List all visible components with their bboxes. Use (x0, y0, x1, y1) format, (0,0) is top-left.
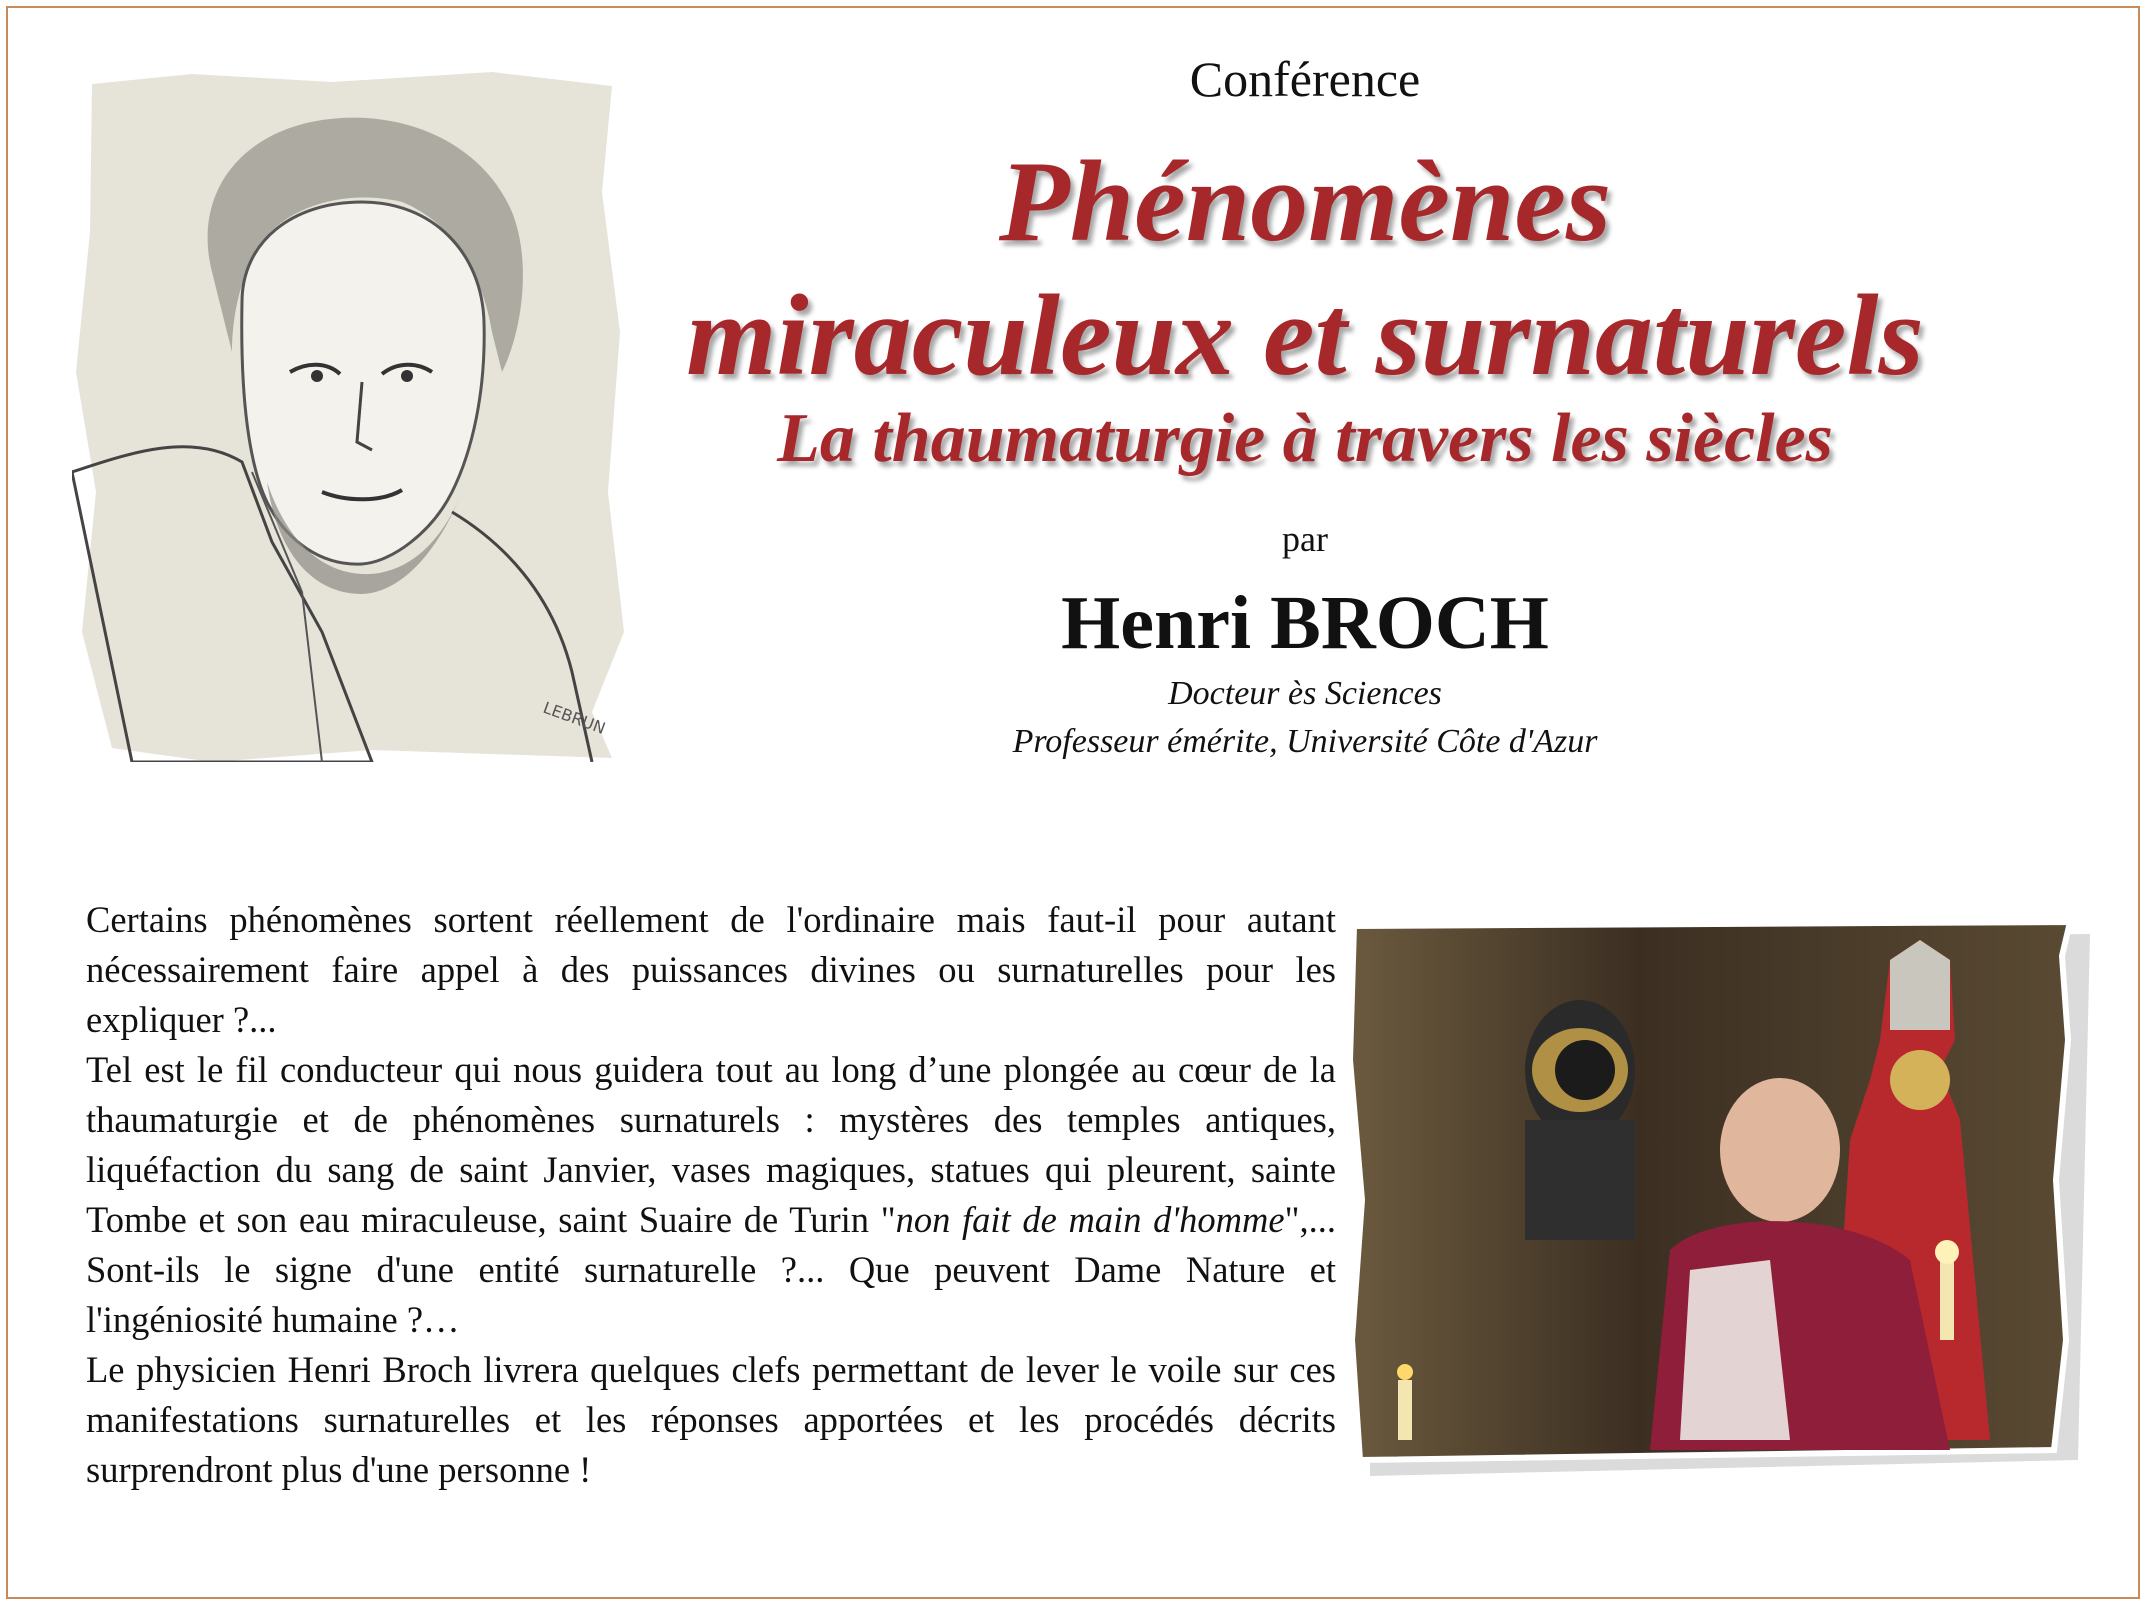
paragraph-2-start: Tel est le fil conducteur qui nous guidera tout au long d’une plongée au cœur de la thaumaturgie et de phénomènes surnaturels : mystères des temples antiques, liquéfaction du sang de saint Janvier, vases magiques, statues qui pleurent, sainte Tombe et son eau miraculeuse, saint Suaire de Turin " (86, 1049, 1336, 1240)
paragraph-2-end: ",... Sont-ils le signe d'une entité surnaturelle ?... Que peuvent Dame Nature et l'ingéniosité humaine ?… (86, 1199, 1336, 1340)
description (86, 895, 1336, 1495)
title-line-2: miraculeux et surnaturels (686, 272, 1924, 400)
speaker-name: Henri BROCH (1061, 581, 1549, 665)
paragraph-1: Certains phénomènes sortent réellement de l'ordinaire mais faut-il pour autant nécessairement faire appel à des puissances divines ou surnaturelles pour les expliquer ?... (86, 899, 1336, 1040)
title-line-1: Phénomènes (998, 138, 1612, 266)
speaker-degree: Docteur ès Sciences (1168, 675, 1442, 712)
speaker-position: Professeur émérite, Université Côte d'Azur (1012, 723, 1598, 760)
svg-text:LEBRUN: LEBRUN (540, 697, 609, 738)
conference-label: Conférence (1189, 51, 1421, 107)
paragraph-2-quote: non fait de main d'homme (895, 1199, 1285, 1240)
portrait-sketch (72, 72, 632, 762)
ceremony-photo (1350, 920, 2090, 1490)
by-label: par (1282, 519, 1328, 559)
paragraph-3: Le physicien Henri Broch livrera quelques clefs permettant de lever le voile sur ces manifestations surnaturelles et les réponses apportées et les procédés décrits surprendront plus d'une personne ! (86, 1349, 1336, 1490)
header (640, 40, 1970, 761)
paragraph-2 (86, 1045, 1336, 1345)
subtitle: La thaumaturgie à travers les siècles (777, 400, 1833, 477)
